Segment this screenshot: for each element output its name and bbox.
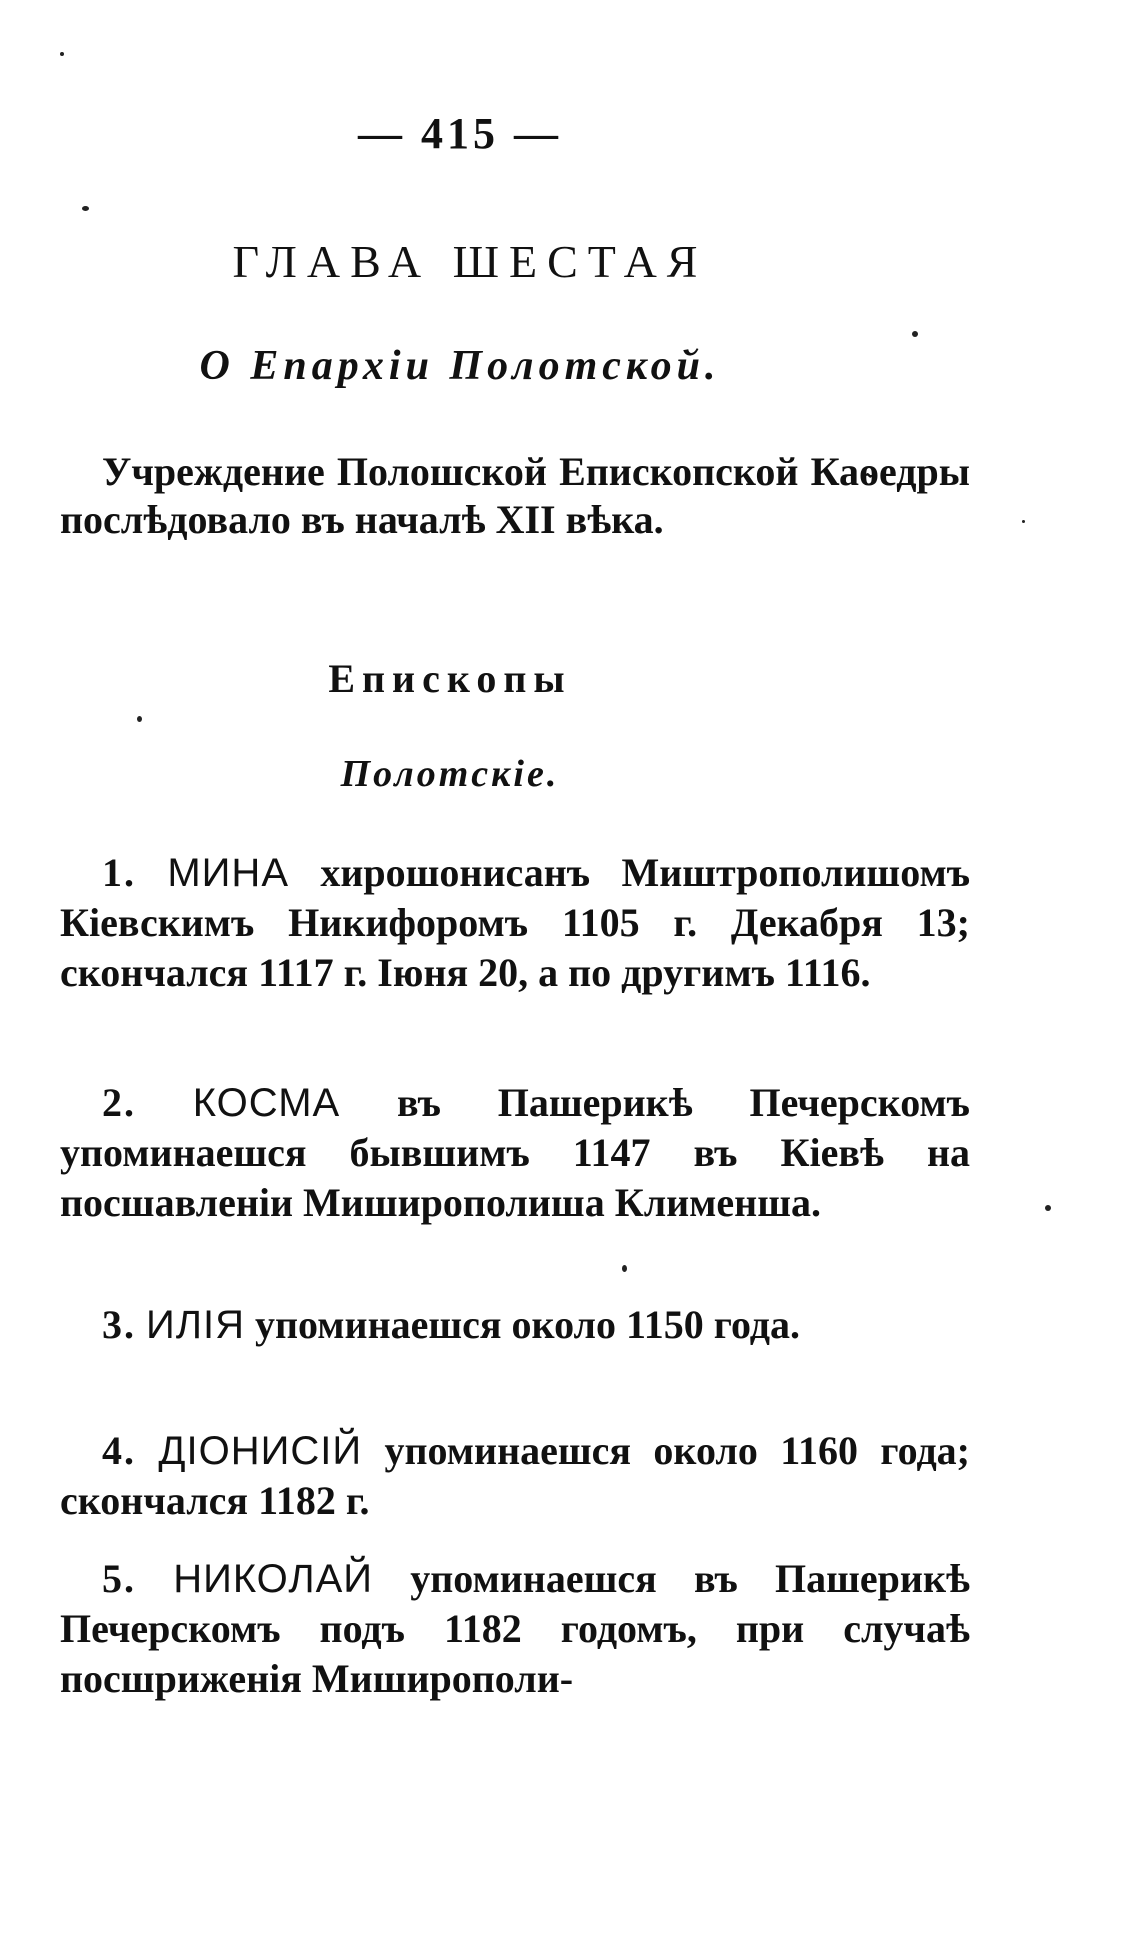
scan-speck (912, 331, 918, 337)
scan-speck (1045, 1205, 1051, 1211)
bishop-entry (60, 1554, 970, 1704)
bishop-entry (60, 1300, 970, 1350)
intro-paragraph (60, 448, 970, 544)
entry-number: 2. (102, 1080, 136, 1125)
scan-speck (137, 716, 142, 722)
bishop-name: МИНА (167, 851, 289, 895)
entry-number: 4. (102, 1428, 136, 1473)
chapter-subtitle: О Епархіи Полотской. (199, 343, 721, 389)
entry-number: 1. (102, 850, 136, 895)
intro-text: Учреждение Полошской Епископской Каѳедры послѣдовало въ началѣ XII вѣка. (60, 449, 970, 542)
scan-speck (1022, 520, 1025, 523)
entry-text: упоминаешся около 1150 года. (255, 1302, 801, 1347)
bishop-name: ДІОНИСІЙ (158, 1429, 363, 1473)
entry-text: хирошонисанъ Миштрополишомъ Кіевскимъ Никифоромъ 1105 г. Декабря 13; скончался 1117 г. Іюня 20, а по другимъ 1116. (60, 850, 971, 995)
section-heading: Епископы (328, 656, 572, 701)
bishop-name: НИКОЛАЙ (173, 1557, 374, 1601)
bishop-name: КОСМА (192, 1081, 341, 1125)
chapter-title: ГЛАВА ШЕСТАЯ (232, 236, 708, 287)
scan-speck (60, 52, 64, 56)
bishop-name: ИЛІЯ (146, 1303, 245, 1347)
bishop-entry (60, 1078, 970, 1228)
entry-text: въ Пашерикѣ Печерскомъ упоминаешся бывшимъ 1147 въ Кіевѣ на посшавленіи Миширополиша Клименша. (60, 1080, 970, 1225)
entry-number: 3. (102, 1302, 136, 1347)
scan-speck (82, 206, 89, 211)
bishop-entry (60, 848, 970, 998)
scan-speck (622, 1265, 627, 1272)
entry-text: упоминаешся около 1160 года; скончался 1182 г. (60, 1428, 970, 1523)
page-number: — 415 — (358, 109, 562, 158)
bishop-entry (60, 1426, 970, 1526)
entry-text: упоминаешся въ Пашерикѣ Печерскомъ подъ 1182 годомъ, при случаѣ посшриженія Миширополи- (60, 1556, 971, 1701)
section-subheading: Полотскіе. (340, 753, 560, 795)
entry-number: 5. (102, 1556, 136, 1601)
